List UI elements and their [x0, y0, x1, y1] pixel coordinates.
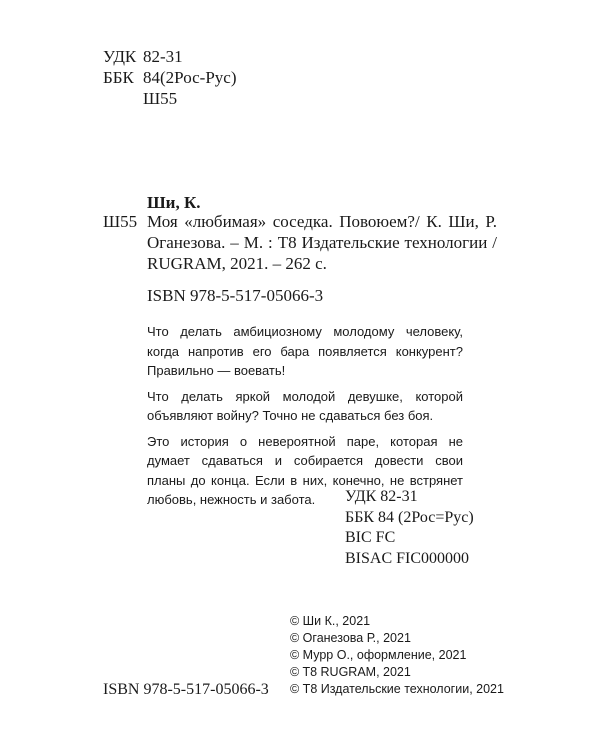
annotation-paragraph: Что делать амбициозному молодому человеку, когда напротив его бара появляется конкурент? Правильно — воевать!	[147, 324, 463, 378]
copyright-line: © Т8 Издательские технологии, 2021	[290, 682, 504, 696]
author-mark-row	[103, 88, 236, 109]
annotation-paragraph: Что делать яркой молодой девушке, которой объявляют войну? Точно не сдаваться без боя.	[147, 388, 463, 423]
udk-row	[103, 46, 236, 67]
bic-code: BIC FC	[345, 529, 396, 546]
copyright-block	[290, 613, 504, 698]
bbk-label: ББК	[103, 68, 134, 87]
copyright-line: © Мурр О., оформление, 2021	[290, 648, 467, 662]
isbn-bottom: ISBN 978-5-517-05066-3	[103, 681, 269, 698]
copyright-line: © Оганезова Р., 2021	[290, 631, 411, 645]
bbk-value: 84(2Рос-Рус)	[143, 68, 237, 87]
copyright-line: © T8 RUGRAM, 2021	[290, 665, 411, 679]
entry-author: Ши, К.	[147, 193, 201, 212]
annotation-paragraph: Это история о невероятной паре, которая не думает сдаваться и собирается довести свои планы до конца. Если в них, конечно, не встрянет любовь, нежность и забота.	[147, 433, 463, 507]
bbk-code: ББК 84 (2Рос=Рус)	[345, 508, 474, 526]
bisac-code: BISAC FIC000000	[345, 549, 470, 567]
author-mark-top: Ш55	[143, 89, 178, 108]
udk-code: УДК 82-31	[345, 488, 418, 505]
bibliographic-description: Моя «любимая» соседка. Повоюем?/ К. Ши, Р. Оганезова. – М. : Т8 Издательские технологии / RUGRAM, 2021. – 262 с.	[147, 212, 497, 273]
entry-author-mark: Ш55	[103, 212, 138, 231]
classification-bottom	[345, 487, 474, 569]
udk-label: УДК	[103, 47, 137, 66]
classification-top	[103, 46, 236, 109]
bbk-row	[103, 67, 236, 88]
isbn-main: ISBN 978-5-517-05066-3	[147, 286, 324, 305]
copyright-line: © Ши К., 2021	[290, 614, 371, 628]
udk-value: 82-31	[143, 47, 183, 66]
